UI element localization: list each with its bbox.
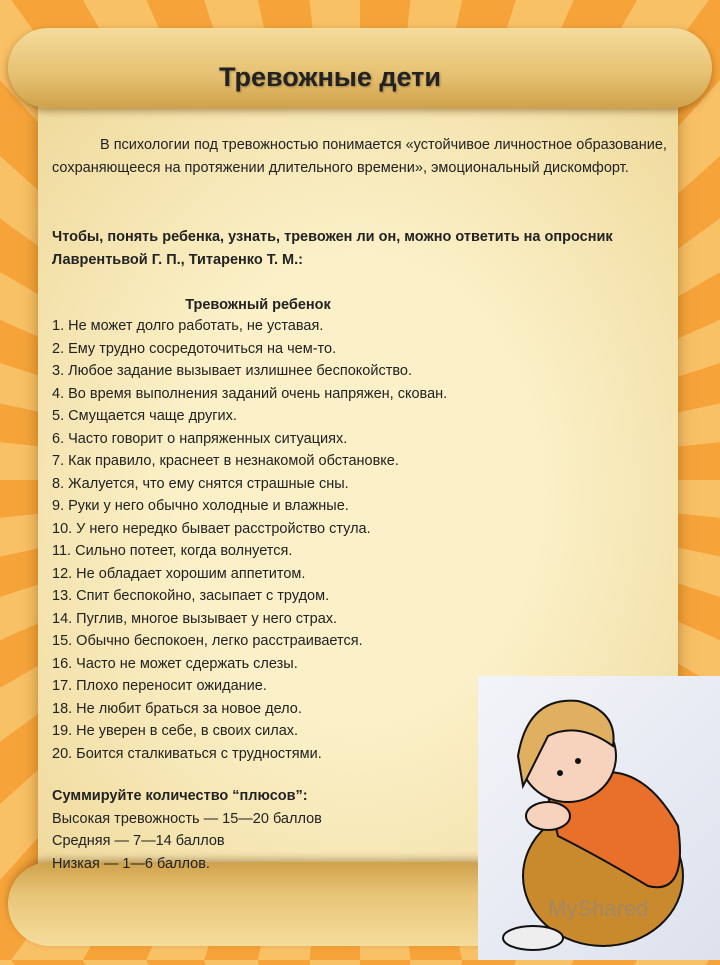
watermark: MyShared bbox=[548, 896, 649, 921]
list-item: 10. У него нередко бывает расстройство стула. bbox=[52, 520, 371, 537]
list-item: 14. Пуглив, многое вызывает у него страх. bbox=[52, 610, 338, 627]
list-title: Тревожный ребенок bbox=[185, 297, 331, 313]
scoring bbox=[52, 785, 322, 875]
list-item: 19. Не уверен в себе, в своих силах. bbox=[52, 723, 299, 739]
page-title: Тревожные дети bbox=[219, 62, 441, 92]
list-item: 4. Во время выполнения заданий очень напряжен, скован. bbox=[52, 385, 448, 402]
list-item: 16. Часто не может сдержать слезы. bbox=[52, 655, 298, 672]
list-item: 18. Не любит браться за новое дело. bbox=[52, 700, 302, 717]
intro-text: В психологии под тревожностью понимается «устойчивое личностное образование, сохраняющееся на протяжении длительного времени», эмоциональный дискомфорт. bbox=[52, 137, 667, 176]
scoring-heading: Суммируйте количество “плюсов”: bbox=[52, 788, 308, 804]
list-item: 9. Руки у него обычно холодные и влажные. bbox=[52, 498, 349, 514]
list-item: 1. Не может долго работать, не уставая. bbox=[52, 318, 324, 334]
list-item: 8. Жалуется, что ему снятся страшные сны. bbox=[52, 475, 349, 492]
list-item: 6. Часто говорит о напряженных ситуациях. bbox=[52, 430, 348, 447]
symptom-list bbox=[52, 315, 447, 765]
list-item: 2. Ему трудно сосредоточиться на чем-то. bbox=[52, 340, 337, 357]
list-item: 11. Сильно потеет, когда волнуется. bbox=[52, 543, 293, 559]
list-item: 15. Обычно беспокоен, легко расстраивается. bbox=[52, 633, 363, 649]
list-item: 20. Боится сталкиваться с трудностями. bbox=[52, 745, 322, 762]
questionnaire-intro: Чтобы, понять ребенка, узнать, тревожен ли он, можно ответить на опросник Лаврентьвой Г. П., Титаренко Т. М.: bbox=[52, 229, 613, 268]
list-item: 5. Смущается чаще других. bbox=[52, 408, 237, 424]
score-level: Высокая тревожность — 15—20 баллов bbox=[52, 810, 322, 827]
score-level: Низкая — 1—6 баллов. bbox=[52, 855, 210, 872]
list-item: 17. Плохо переносит ожидание. bbox=[52, 678, 267, 694]
anxious-child-illustration bbox=[478, 676, 720, 960]
list-item: 13. Спит беспокойно, засыпает с трудом. bbox=[52, 588, 330, 604]
list-item: 12. Не обладает хорошим аппетитом. bbox=[52, 565, 306, 582]
list-item: 3. Любое задание вызывает излишнее беспокойство. bbox=[52, 363, 412, 379]
score-level: Средняя — 7—14 баллов bbox=[52, 833, 225, 849]
list-item: 7. Как правило, краснеет в незнакомой обстановке. bbox=[52, 453, 399, 469]
